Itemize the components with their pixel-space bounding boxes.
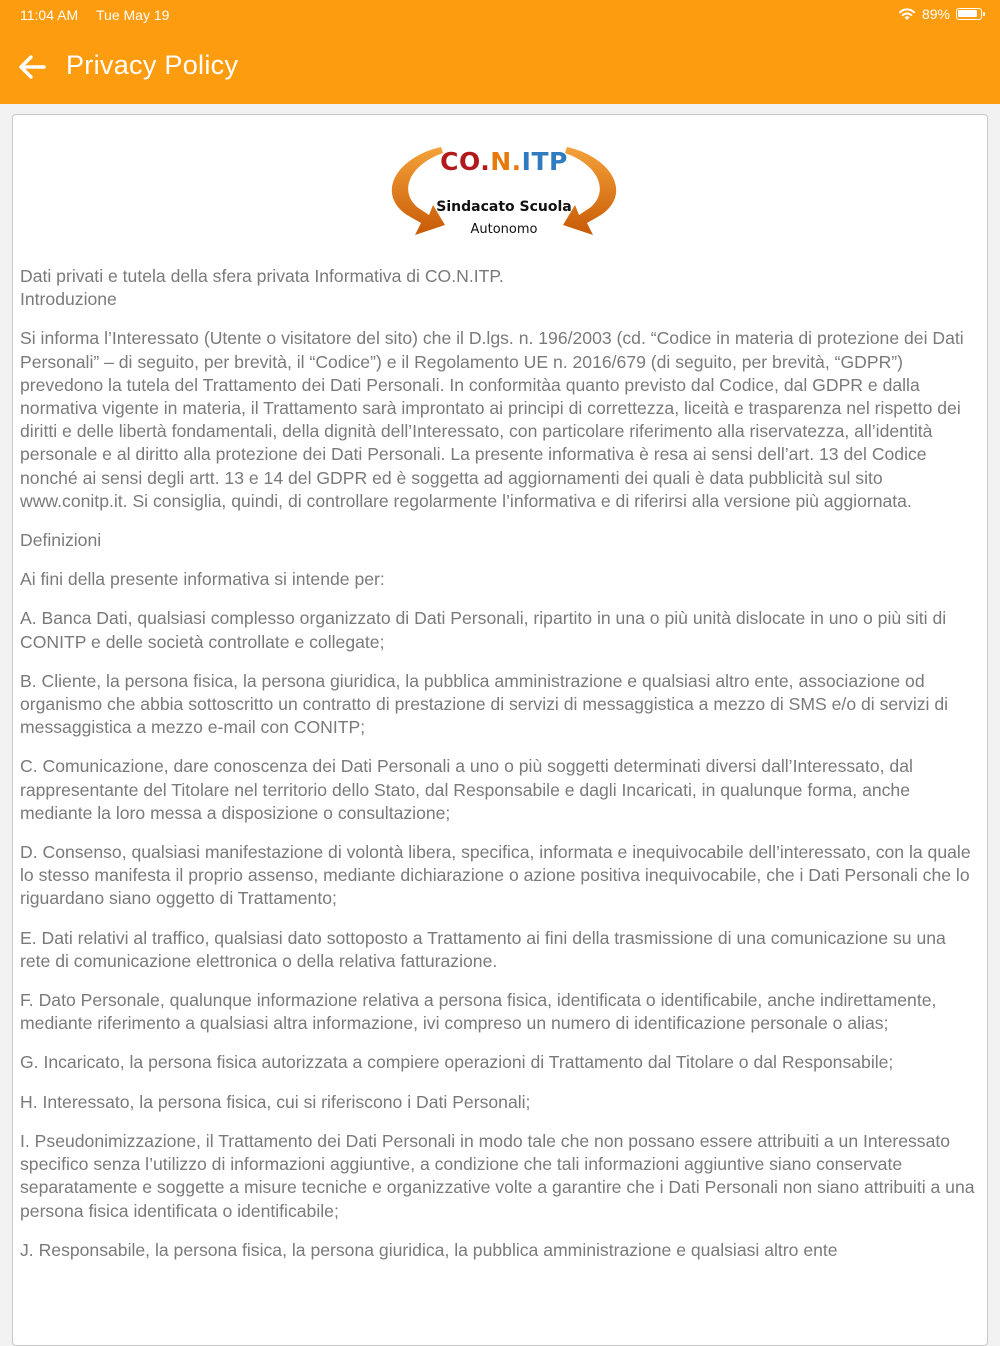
definition-d: D. Consenso, qualsiasi manifestazione di volontà libera, specifica, informata e inequivocabile dell’interessato, con la quale lo stesso manifesta il proprio assenso, mediante dichiarazione o azione positiva inequivocabile, che i Dati Personali che lo riguardano siano oggetto di Trattamento; xyxy=(20,842,971,909)
policy-card xyxy=(12,114,988,1346)
back-button[interactable] xyxy=(16,50,50,84)
battery-percentage: 89% xyxy=(921,6,950,22)
intro-block xyxy=(20,265,978,311)
definition-c: C. Comunicazione, dare conoscenza dei Dati Personali a uno o più soggetti determinati diversi dall’Interessato, dal rappresentante del Titolare nel territorio dello Stato, dal Responsabile e dagli Incaricati, in qualunque forma, anche mediante la loro messa a disposizione o consultazione; xyxy=(20,756,913,823)
status-time: 11:04 AM xyxy=(20,7,79,23)
definition-g: G. Incaricato, la persona fisica autorizzata a compiere operazioni di Trattamento dal Titolare o dal Responsabile; xyxy=(20,1052,894,1073)
logo-subtitle: Sindacato Scuola xyxy=(436,199,572,215)
section-heading-definizioni: Definizioni xyxy=(20,530,102,551)
conitp-logo xyxy=(379,143,629,253)
definition-h: H. Interessato, la persona fisica, cui si riferiscono i Dati Personali; xyxy=(20,1091,531,1112)
logo-brand: CO.N.ITP xyxy=(440,147,568,176)
wifi-icon xyxy=(898,7,916,21)
logo-tagline: Autonomo xyxy=(470,222,538,237)
intro-subheading: Introduzione xyxy=(20,289,117,310)
status-date: Tue May 19 xyxy=(96,7,170,23)
definition-e: E. Dati relativi al traffico, qualsiasi dato sottoposto a Trattamento ai fini della trasmissione di una comunicazione su una rete di comunicazione elettronica o della relativa fatturazione. xyxy=(20,927,946,971)
definition-a: A. Banca Dati, qualsiasi complesso organizzato di Dati Personali, ripartito in una o più unità dislocate in uno o più siti di CONITP e delle società controllate e collegate; xyxy=(20,608,947,652)
status-indicators xyxy=(898,6,982,22)
paragraph-definitions-lead: Ai fini della presente informativa si intende per: xyxy=(20,569,385,590)
definition-j: J. Responsabile, la persona fisica, la persona giuridica, la pubblica amministrazione e qualsiasi altro ente xyxy=(20,1239,838,1260)
definition-i: I. Pseudonimizzazione, il Trattamento dei Dati Personali in modo tale che non possano essere attribuiti a un Interessato specifico senza l’utilizzo di informazioni aggiuntive, a condizione che tali informazioni aggiuntive siano conservate separatamente e soggette a misure tecniche e organizzative volte a garantire che i Dati Personali non siano attribuiti a una persona fisica identificata o identificabile; xyxy=(20,1130,975,1221)
page-title: Privacy Policy xyxy=(66,50,239,80)
policy-content xyxy=(20,265,978,1278)
paragraph-intro: Si informa l’Interessato (Utente o visitatore del sito) che il D.lgs. n. 196/2003 (cd. “Codice in materia di protezione dei Dati Personali” – di seguito, per brevità, il “Codice”) e il Regolamento UE n. 2016/679 (di seguito, per brevità, “GDPR”) prevedono la tutela del Trattamento dei Dati Personali. In conformitàa quanto previsto dal Codice, dal GDPR e dalla normativa vigente in materia, il Trattamento sarà improntato ai principi di correttezza, liceità e trasparenza nel rispetto dei diritti e delle libertà fondamentali, della dignità dell’Interessato, con particolare riferimento alla riservatezza, all’identità personale e al diritto alla protezione dei Dati Personali. La presente informativa è resa ai sensi dell’art. 13 del Codice nonché ai sensi degli artt. 13 e 14 del GDPR ed è soggetta ad aggiornamenti dei quali è data pubblicità sul sito www.conitp.it. Si consiglia, quindi, di controllare regolarmente l’informativa e di riferirsi alla versione più aggiornata. xyxy=(20,328,964,511)
definition-b: B. Cliente, la persona fisica, la persona giuridica, la pubblica amministrazione e qualsiasi altro ente, associazione od organismo che abbia sottoscritto un contratto di prestazione di servizi di messaggistica a mezzo di SMS e/o di servizi di messaggistica a mezzo e-mail con CONITP; xyxy=(20,670,949,738)
definition-f: F. Dato Personale, qualunque informazione relativa a persona fisica, identificata o identificabile, anche indirettamente, mediante riferimento a qualsiasi altra informazione, ivi compreso un numero di identificazione personale o alias; xyxy=(20,990,937,1034)
battery-icon xyxy=(956,8,982,20)
arrow-left-icon xyxy=(16,50,50,84)
status-bar xyxy=(0,0,1000,30)
app-header xyxy=(0,0,1000,104)
intro-heading: Dati privati e tutela della sfera privata Informativa di CO.N.ITP. xyxy=(20,266,504,286)
